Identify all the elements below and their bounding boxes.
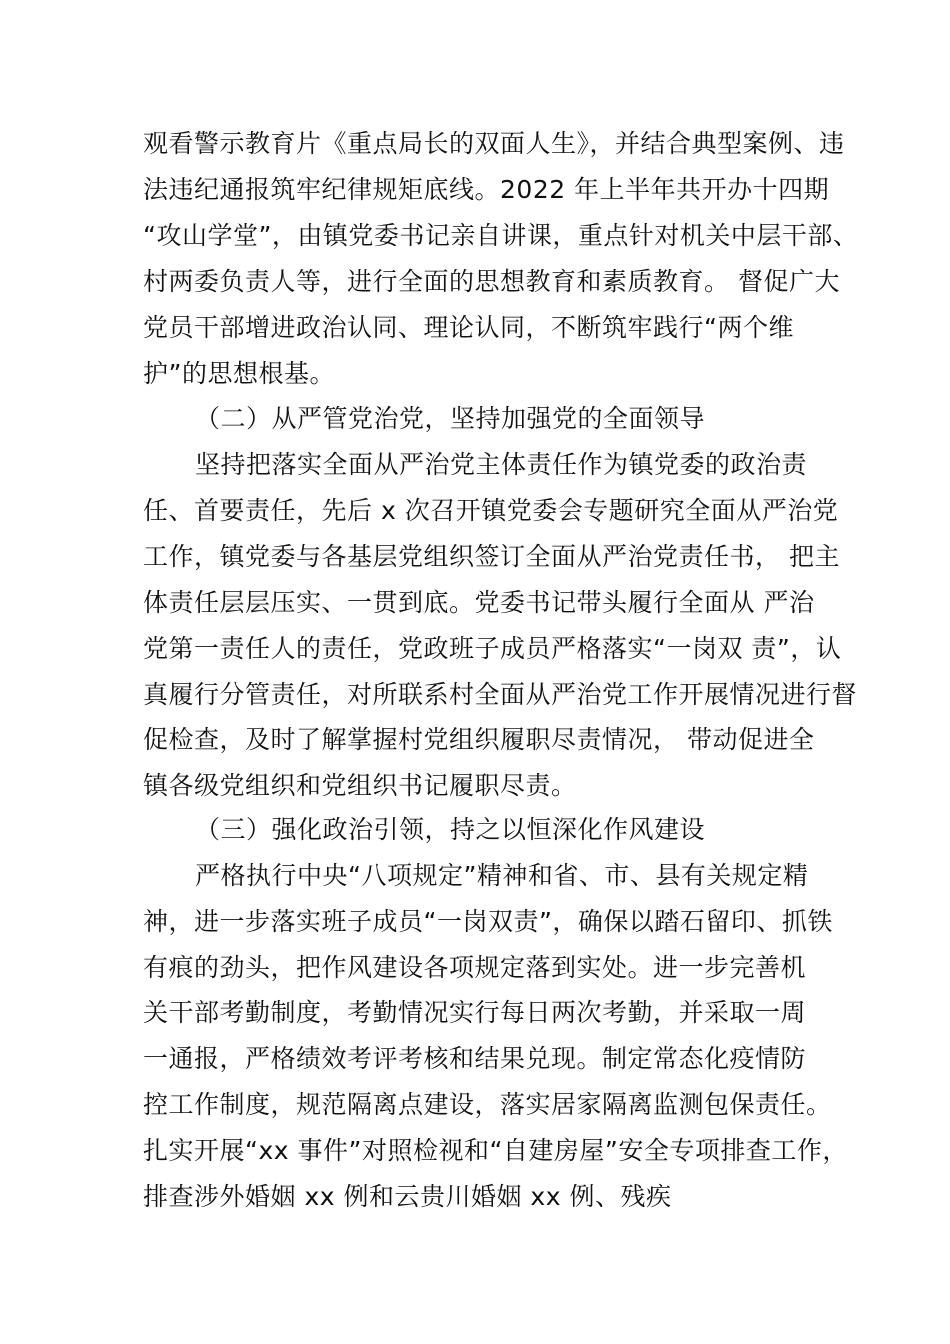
section-heading-2: （二）从严管党治党，坚持加强党的全面领导 <box>195 404 706 433</box>
text-line-12: 党第一责任人的责任，党政班子成员严格落实“一岗双 责”，认 <box>143 634 842 663</box>
text-line-4: 村两委负责人等，进行全面的思想教育和素质教育。 督促广大 <box>143 267 840 296</box>
text-line-11: 体责任层层压实、一贯到底。党委书记带头履行全面从 严治 <box>143 588 815 617</box>
text-line-23: 扎实开展“xx 事件”对照检视和“自建房屋”安全专项排查工作， <box>143 1136 848 1165</box>
text-line-2: 法违纪通报筑牢纪律规矩底线。2022 年上半年共开办十四期 <box>143 175 830 204</box>
text-line-10: 工作，镇党委与各基层党组织签订全面从严治党责任书， 把主 <box>143 542 840 571</box>
text-line-6: 护”的思想根基。 <box>143 359 335 388</box>
text-line-18: 神，进一步落实班子成员“一岗双责”，确保以踏石留印、抓铁 <box>143 907 833 936</box>
text-line-3: “攻山学堂”，由镇党委书记亲自讲课，重点针对机关中层干部、 <box>143 221 859 250</box>
text-line-13: 真履行分管责任，对所联系村全面从严治党工作开展情况进行督 <box>143 680 858 709</box>
text-line-17: 严格执行中央“八项规定”精神和省、市、县有关规定精 <box>195 861 809 890</box>
text-line-9: 任、首要责任，先后 x 次召开镇党委会专题研究全面从严治党 <box>143 496 839 525</box>
text-line-14: 促检查，及时了解掌握村党组织履职尽责情况， 带动促进全 <box>143 725 815 754</box>
text-line-22: 控工作制度，规范隔离点建设，落实居家隔离监测包保责任。 <box>143 1090 832 1119</box>
text-line-8: 坚持把落实全面从严治党主体责任作为镇党委的政治责 <box>195 450 808 479</box>
text-line-5: 党员干部增进政治认同、理论认同，不断筑牢践行“两个维 <box>143 313 794 342</box>
text-line-20: 关干部考勤制度，考勤情况实行每日两次考勤，并采取一周 <box>143 998 807 1027</box>
text-line-19: 有痕的劲头，把作风建设各项规定落到实处。进一步完善机 <box>143 953 807 982</box>
text-line-1: 观看警示教育片《重点局长的双面人生》，并结合典型案例、违 <box>143 129 845 158</box>
text-line-24: 排查涉外婚姻 xx 例和云贵川婚姻 xx 例、残疾 <box>143 1182 672 1211</box>
section-heading-3: （三）强化政治引领，持之以恒深化作风建设 <box>195 815 706 844</box>
text-line-21: 一通报，严格绩效考评考核和结果兑现。制定常态化疫情防 <box>143 1044 807 1073</box>
text-line-15: 镇各级党组织和党组织书记履职尽责。 <box>143 771 577 800</box>
